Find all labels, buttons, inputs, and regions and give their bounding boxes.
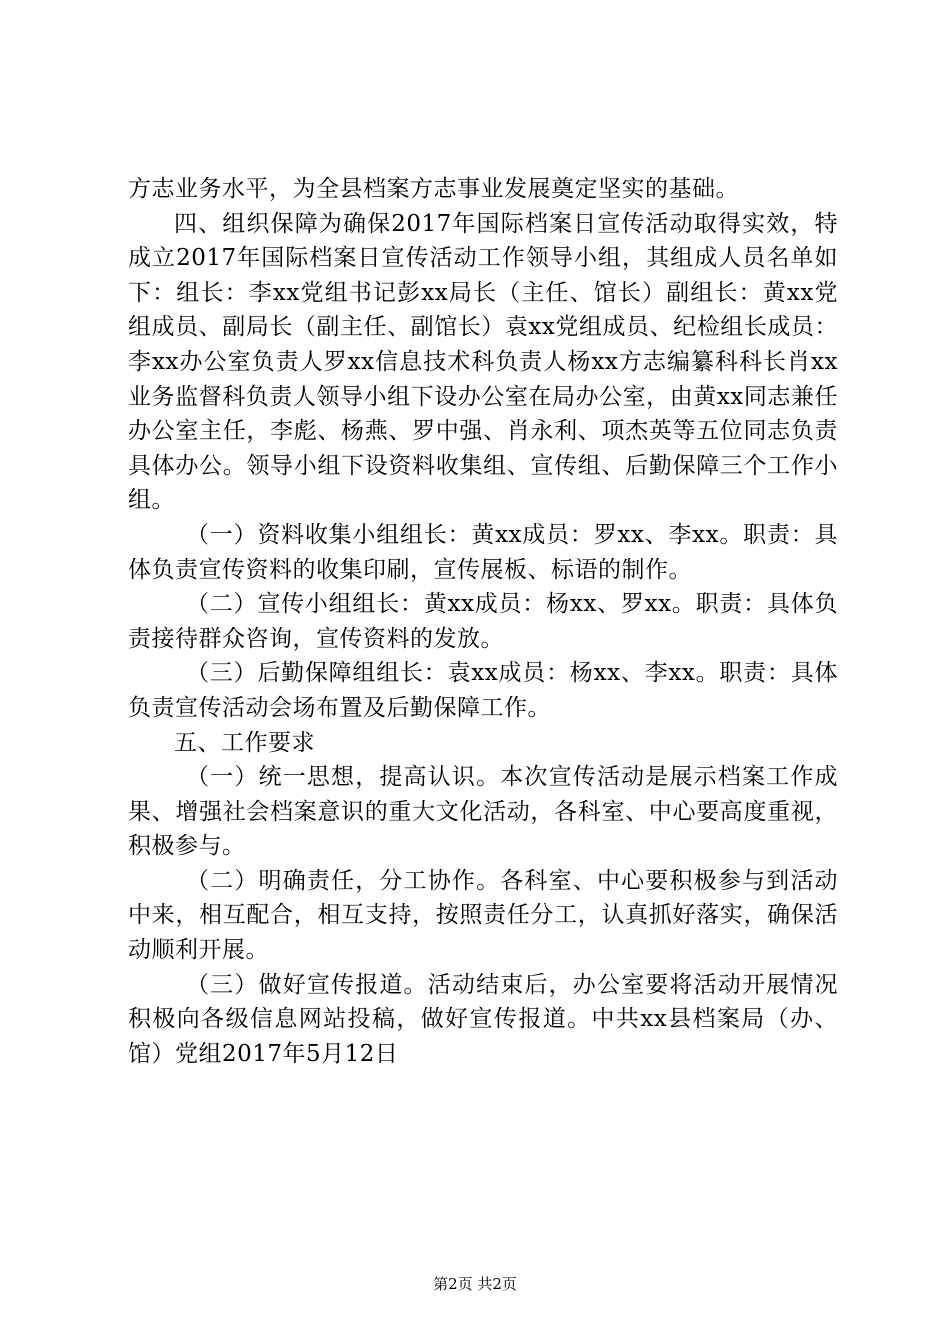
document-body: [128, 172, 838, 1071]
paragraph-logistics-group: （三）后勤保障组组长：袁xx成员：杨xx、李xx。职责：具体负责宣传活动会场布置及后勤保障工作。: [128, 660, 838, 721]
page-number-footer: 第2页 共2页: [433, 1275, 517, 1293]
paragraph-section-four: 四、组织保障为确保2017年国际档案日宣传活动取得实效，特成立2017年国际档案日宣传活动工作领导小组，其组成人员名单如下：组长：李xx党组书记彭xx局长（主任、馆长）副组长：黄xx党组成员、副局长（副主任、副馆长）袁xx党组成员、纪检组长成员：李xx办公室负责人罗xx信息技术科负责人杨xx方志编纂科科长肖xx业务监督科负责人领导小组下设办公室在局办公室，由黄xx同志兼任办公室主任，李彪、杨燕、罗中强、肖永利、项杰英等五位同志负责具体办公。领导小组下设资料收集组、宣传组、后勤保障三个工作小组。: [128, 210, 838, 514]
paragraph-publicity-group: （二）宣传小组组长：黄xx成员：杨xx、罗xx。职责：具体负责接待群众咨询，宣传资料的发放。: [128, 591, 838, 652]
paragraph-requirement-three: （三）做好宣传报道。活动结束后，办公室要将活动开展情况积极向各级信息网站投稿，做好宣传报道。中共xx县档案局（办、馆）党组2017年5月12日: [128, 971, 838, 1067]
paragraph-requirement-two: （二）明确责任，分工协作。各科室、中心要积极参与到活动中来，相互配合，相互支持，按照责任分工，认真抓好落实，确保活动顺利开展。: [128, 867, 838, 964]
paragraph-requirement-one: （一）统一思想，提高认识。本次宣传活动是展示档案工作成果、增强社会档案意识的重大文化活动，各科室、中心要高度重视，积极参与。: [128, 764, 838, 860]
paragraph-continuation: 方志业务水平，为全县档案方志事业发展奠定坚实的基础。: [128, 176, 739, 202]
paragraph-materials-group: （一）资料收集小组组长：黄xx成员：罗xx、李xx。职责：具体负责宣传资料的收集印刷，宣传展板、标语的制作。: [128, 521, 838, 583]
section-heading-requirements: 五、工作要求: [174, 729, 315, 756]
